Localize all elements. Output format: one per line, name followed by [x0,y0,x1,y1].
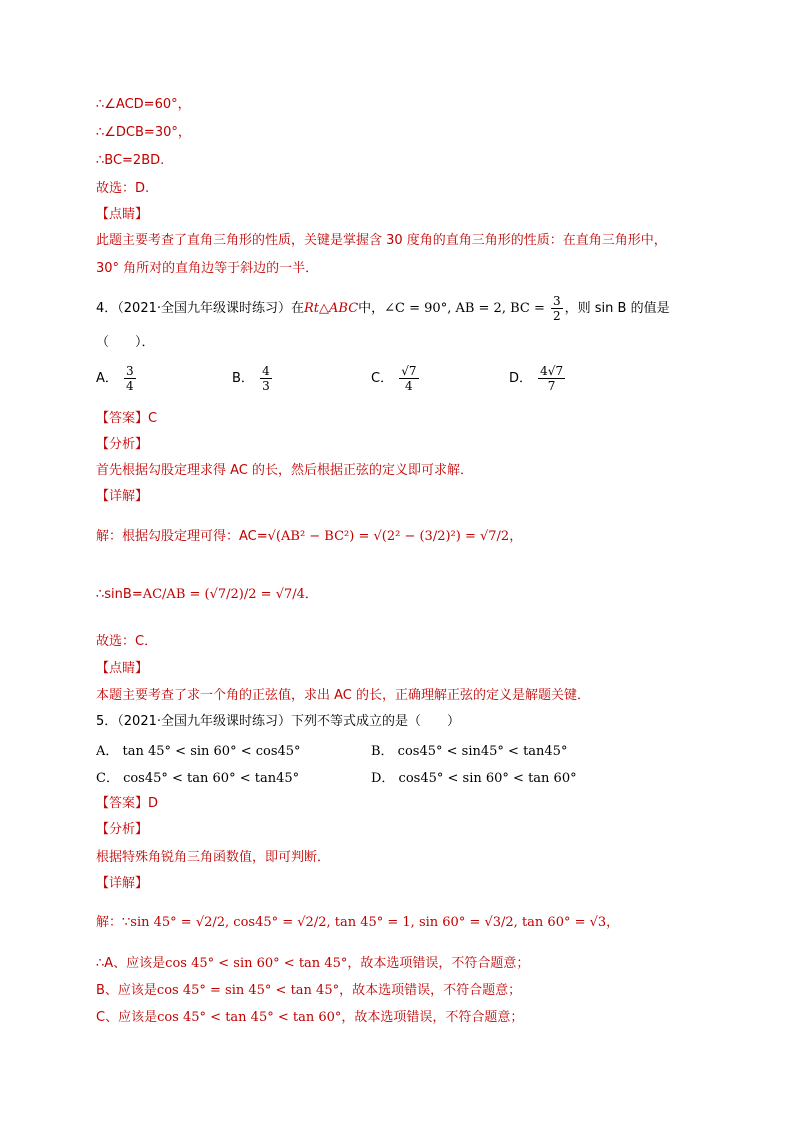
q4-stem-rt: Rt△ABC [304,301,359,316]
dianjing-text-2: 30° 角所对的直角边等于斜边的一半． [96,261,319,276]
q4-option-d-label: D． [509,371,533,386]
q5-b-post: ，故本选项错误，不符合题意； [339,983,522,998]
dianjing-text-1: 此题主要考查了直角三角形的性质，关键是掌握含 30 度角的直角三角形的性质：在直角三角形中， [96,233,667,248]
q4-option-d-den: 7 [547,379,556,393]
q4-stem-mid: 中， [358,301,385,316]
q4-option-a-den: 4 [126,379,134,393]
q4-option-b [232,364,274,393]
q4-stem-post: ，则 sin B 的值是 [564,301,670,316]
q4-option-a-label: A． [96,371,118,386]
q5-b-pre: B、应该是 [96,983,157,998]
q4-option-c-frac [399,364,418,393]
q5-analysis-b [96,981,521,1001]
q5-option-b: B． cos45° < sin45° < tan45° [371,744,568,759]
q4-heading-dianjing: 【点睛】 [96,661,149,676]
q5-c-post: ，故本选项错误，不符合题意； [341,1010,524,1025]
q4-choose-c: 故选：C． [96,634,158,649]
q4-option-a-frac [124,364,136,393]
q4-option-b-num: 4 [262,364,270,378]
q5-sol-pre: 解：∵ [96,915,131,930]
q4-option-c-num: √7 [401,364,417,378]
q5-heading-fenxi: 【分析】 [96,822,149,837]
q5-c-expr: cos 45° < tan 45° < tan 60° [157,1010,342,1025]
line-bc-2bd: ∴BC=2BD. [96,153,165,168]
q4-option-d-num: 4√7 [540,364,564,378]
q4-fenxi-text: 首先根据勾股定理求得 AC 的长，然后根据正弦的定义即可求解． [96,463,474,478]
q4-stem-cond: ∠C = 90°, AB = 2, BC = [384,301,545,316]
q5-a-post: ，故本选项错误，不符合题意； [347,956,530,971]
q5-a-expr: cos 45° < sin 60° < tan 45° [165,956,348,971]
q4-heading-xiangjie: 【详解】 [96,489,149,504]
q5-analysis-a [96,954,529,974]
q4-option-a [96,364,138,393]
q4-option-d-frac [538,364,565,393]
q4-option-c-den: 4 [405,379,413,393]
q5-fenxi-text: 根据特殊角锐角三角函数值，即可判断． [96,850,331,865]
q4-answer: 【答案】C [96,411,158,426]
q4-option-b-label: B． [232,371,254,386]
q4-sol2-expr: AC/AB = (√7/2)/2 = √7/4． [142,587,318,602]
q4-stem-pre: 4．（2021·全国九年级课时练习）在 [96,301,304,316]
q4-option-c [371,364,421,393]
q5-c-pre: C、应该是 [96,1010,158,1025]
q5-heading-xiangjie: 【详解】 [96,876,149,891]
q5-stem: 5．（2021·全国九年级课时练习）下列不等式成立的是（ ） [96,714,460,729]
q4-option-c-label: C． [371,371,394,386]
q4-option-a-num: 3 [126,364,134,378]
q5-option-d: D． cos45° < sin 60° < tan 60° [371,771,577,786]
q4-sol1-expr: √(AB² − BC²) = √(2² − (3/2)²) = √7/2， [267,529,523,544]
q4-sol2-pre: ∴sinB= [96,587,143,602]
q5-solution-line [96,913,619,933]
q5-b-expr: cos 45° = sin 45° < tan 45° [156,983,340,998]
q5-option-c: C． cos45° < tan 60° < tan45° [96,771,300,786]
q4-solution-line-2 [96,585,318,605]
q4-stem [96,294,670,323]
line-acd-60: ∴∠ACD=60°， [96,97,191,112]
q4-solution-line-1 [96,527,522,547]
line-choose-d: 故选：D. [96,181,150,196]
q4-stem-fraction [551,294,563,323]
q4-frac-num: 3 [553,294,561,308]
q4-frac-den: 2 [553,309,561,323]
q4-dianjing-text: 本题主要考查了求一个角的正弦值，求出 AC 的长，正确理解正弦的定义是解题关键． [96,688,591,703]
q5-answer: 【答案】D [96,796,159,811]
q4-option-d [509,364,567,393]
q4-heading-fenxi: 【分析】 [96,437,149,452]
q5-option-a: A． tan 45° < sin 60° < cos45° [96,744,301,759]
line-dcb-30: ∴∠DCB=30°， [96,125,191,140]
q4-option-b-frac [260,364,272,393]
q5-analysis-c [96,1008,523,1028]
heading-dianjing: 【点睛】 [96,207,149,222]
q5-a-pre: ∴A、应该是 [96,956,166,971]
q4-sol1-pre: 解：根据勾股定理可得：AC= [96,529,268,544]
q4-option-b-den: 3 [262,379,270,393]
q5-sol-expr: sin 45° = √2/2, cos45° = √2/2, tan 45° = 1, sin 60° = √3/2, tan 60° = √3， [130,915,620,930]
q4-paren: （ ）． [96,335,155,350]
